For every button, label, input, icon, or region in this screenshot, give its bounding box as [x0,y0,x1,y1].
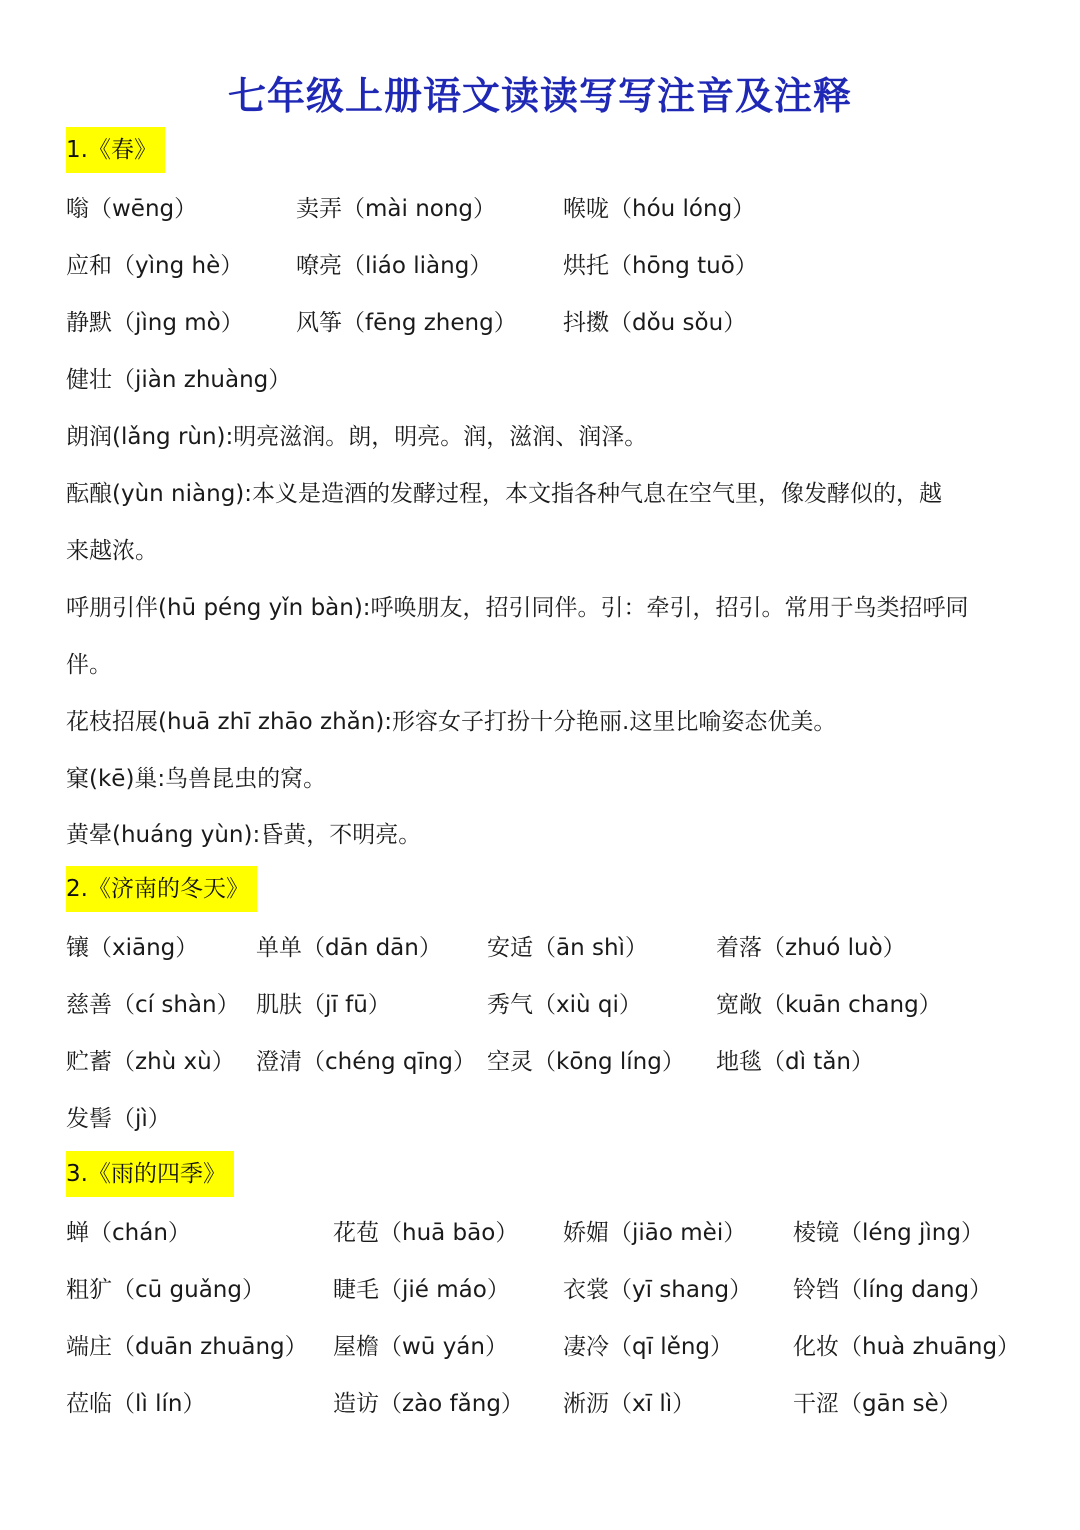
word-row [0,1042,1080,1082]
word-entry: 嗡（wēng） [66,196,198,222]
word-row [0,1270,1080,1310]
word-row [0,1099,1080,1139]
word-entry: 淅沥（xī lì） [563,1391,696,1417]
word-entry: 衣裳（yī shang） [563,1277,753,1303]
word-entry: 澄清（chéng qīng） [256,1049,477,1075]
word-entry: 贮蓄（zhù xù） [66,1049,235,1075]
word-row [0,246,1080,286]
word-entry: 健壮（jiàn zhuàng） [66,367,292,393]
definition-line: 来越浓。 [66,538,158,564]
word-entry: 凄冷（qī lěng） [563,1334,734,1360]
word-entry: 喉咙（hóu lóng） [563,196,756,222]
word-entry: 镶（xiāng） [66,935,199,961]
word-entry: 干涩（gān sè） [793,1391,962,1417]
word-entry: 造访（zào fǎng） [333,1391,524,1417]
definition-line: 花枝招展(huā zhī zhāo zhǎn):形容女子打扮十分艳丽.这里比喻姿态优美。 [66,709,837,735]
word-row [0,189,1080,229]
word-entry: 风筝（fēng zheng） [296,310,517,336]
word-entry: 娇媚（jiāo mèi） [563,1220,747,1246]
word-row [0,303,1080,343]
word-entry: 棱镜（léng jìng） [793,1220,984,1246]
word-entry: 抖擞（dǒu sǒu） [563,310,747,336]
definition-line: 伴。 [66,652,112,678]
word-row [0,360,1080,400]
word-entry: 地毯（dì tǎn） [716,1049,874,1075]
section-heading-jinan-winter: 2.《济南的冬天》 [66,866,257,912]
word-entry: 应和（yìng hè） [66,253,244,279]
word-entry: 宽敞（kuān chang） [716,992,942,1018]
word-row [0,1327,1080,1367]
word-entry: 安适（ān shì） [487,935,648,961]
word-entry: 屋檐（wū yán） [333,1334,508,1360]
word-entry: 铃铛（líng dang） [793,1277,993,1303]
word-entry: 花苞（huā bāo） [333,1220,519,1246]
word-entry: 烘托（hōng tuō） [563,253,758,279]
word-entry: 嘹亮（liáo liàng） [296,253,493,279]
section-heading-rain-seasons: 3.《雨的四季》 [66,1151,234,1197]
definition-line: 窠(kē)巢:鸟兽昆虫的窝。 [66,766,327,792]
definition-line: 黄晕(huáng yùn):昏黄，不明亮。 [66,822,422,848]
word-entry: 化妆（huà zhuāng） [793,1334,1021,1360]
definition-line: 朗润(lǎng rùn):明亮滋润。朗，明亮。润，滋润、润泽。 [66,424,648,450]
word-entry: 肌肤（jī fū） [256,992,391,1018]
word-row [0,928,1080,968]
word-entry: 静默（jìng mò） [66,310,244,336]
page-title: 七年级上册语文读读写写注音及注释 [227,73,852,118]
word-entry: 单单（dān dān） [256,935,442,961]
definition-line: 酝酿(yùn niàng):本义是造酒的发酵过程，本文指各种气息在空气里，像发酵似的，越 [66,481,943,507]
section-heading-chun: 1.《春》 [66,127,165,173]
word-row [0,985,1080,1025]
word-entry: 空灵（kōng líng） [487,1049,685,1075]
word-entry: 发髻（jì） [66,1106,171,1132]
word-entry: 端庄（duān zhuāng） [66,1334,308,1360]
word-row [0,1213,1080,1253]
word-entry: 着落（zhuó luò） [716,935,906,961]
word-entry: 粗犷（cū guǎng） [66,1277,265,1303]
word-row [0,1384,1080,1424]
word-entry: 慈善（cí shàn） [66,992,240,1018]
word-entry: 蝉（chán） [66,1220,191,1246]
word-entry: 卖弄（mài nong） [296,196,497,222]
word-entry: 睫毛（jié máo） [333,1277,510,1303]
definition-line: 呼朋引伴(hū péng yǐn bàn):呼唤朋友，招引同伴。引：牵引，招引。常用于鸟类招呼同 [66,595,969,621]
word-entry: 莅临（lì lín） [66,1391,206,1417]
word-entry: 秀气（xiù qi） [487,992,642,1018]
